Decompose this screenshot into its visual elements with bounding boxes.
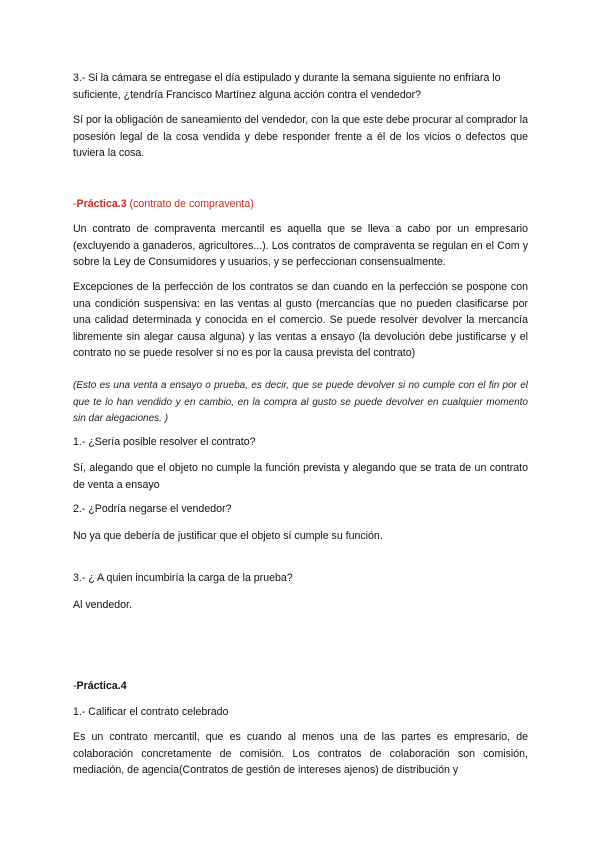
practica3-a1: Sí, alegando que el objeto no cumple la función prevista y alegando que se trata de un contrato de venta a ensayo [73, 462, 528, 491]
practica3-para1: Un contrato de compraventa mercantil es aquella que se lleva a cabo por un empresario (excluyendo a ganaderos, agricultores...). Los contratos de compraventa se regulan en el Com y sobre la Ley de Consumidores y usuarios, y se perfeccionan consensualmente. [73, 223, 528, 269]
practica3-subtitle: (contrato de compraventa) [126, 198, 254, 210]
q3-answer: Sí por la obligación de saneamiento del vendedor, con la que este debe procurar al comprador la posesión legal de la cosa vendida y debe responder frente a él de los vicios o defectos que tuviera la cosa. [73, 114, 528, 160]
practica4-prefix: - [73, 680, 77, 692]
practica4-q1: 1.- Calificar el contrato celebrado [73, 706, 229, 718]
practica3-para2: Excepciones de la perfección de los contratos se dan cuando en la perfección se pospone con una condición suspensiva: en las ventas al gusto (mercancías que no pueden clasificarse por una calidad determinada y conocida en el comercio. Se puede resolver devolver la mercancía libremente sin alegar causa alguna) y las ventas a ensayo (la devolución debe justificarse y el contrato no se puede resolver si no es por la causa prevista del contrato) [73, 281, 528, 360]
practica3-title: Práctica.3 [76, 198, 127, 210]
practica4-heading [73, 678, 528, 695]
practica4-a1: Es un contrato mercantil, que es cuando al menos una de las partes es empresario, de colaboración concretamente de comisión. Los contratos de colaboración son comisión, mediación, de agencia(Contratos de gestión de intereses ajenos) de distribución y [73, 731, 528, 777]
practica3-q2: 2.- ¿Podría negarse el vendedor? [73, 503, 232, 515]
practica4-title: Práctica.4 [76, 680, 127, 692]
practica3-heading [73, 196, 528, 213]
practica3-prefix: - [73, 198, 77, 210]
practica3-a2: No ya que debería de justificar que el objeto sí cumple su función. [73, 530, 383, 542]
practica3-note: (Esto es una venta a ensayo o prueba, es decir, que se puede devolver si no cumple con el fin por el que te lo han vendido y en cambio, en la compra al gusto se puede devolver en cualquier momento sin dar alegaciones. ) [73, 380, 528, 425]
practica3-a3: Al vendedor. [73, 599, 132, 611]
q3-question: 3.- Si la cámara se entregase el día estipulado y durante la semana siguiente no enfriara lo suficiente, ¿tendría Francisco Martínez alguna acción contra el vendedor? [73, 72, 501, 101]
practica3-q1: 1.- ¿Sería posible resolver el contrato? [73, 436, 256, 448]
practica3-q3: 3.- ¿ A quien incumbiría la carga de la prueba? [73, 572, 293, 584]
